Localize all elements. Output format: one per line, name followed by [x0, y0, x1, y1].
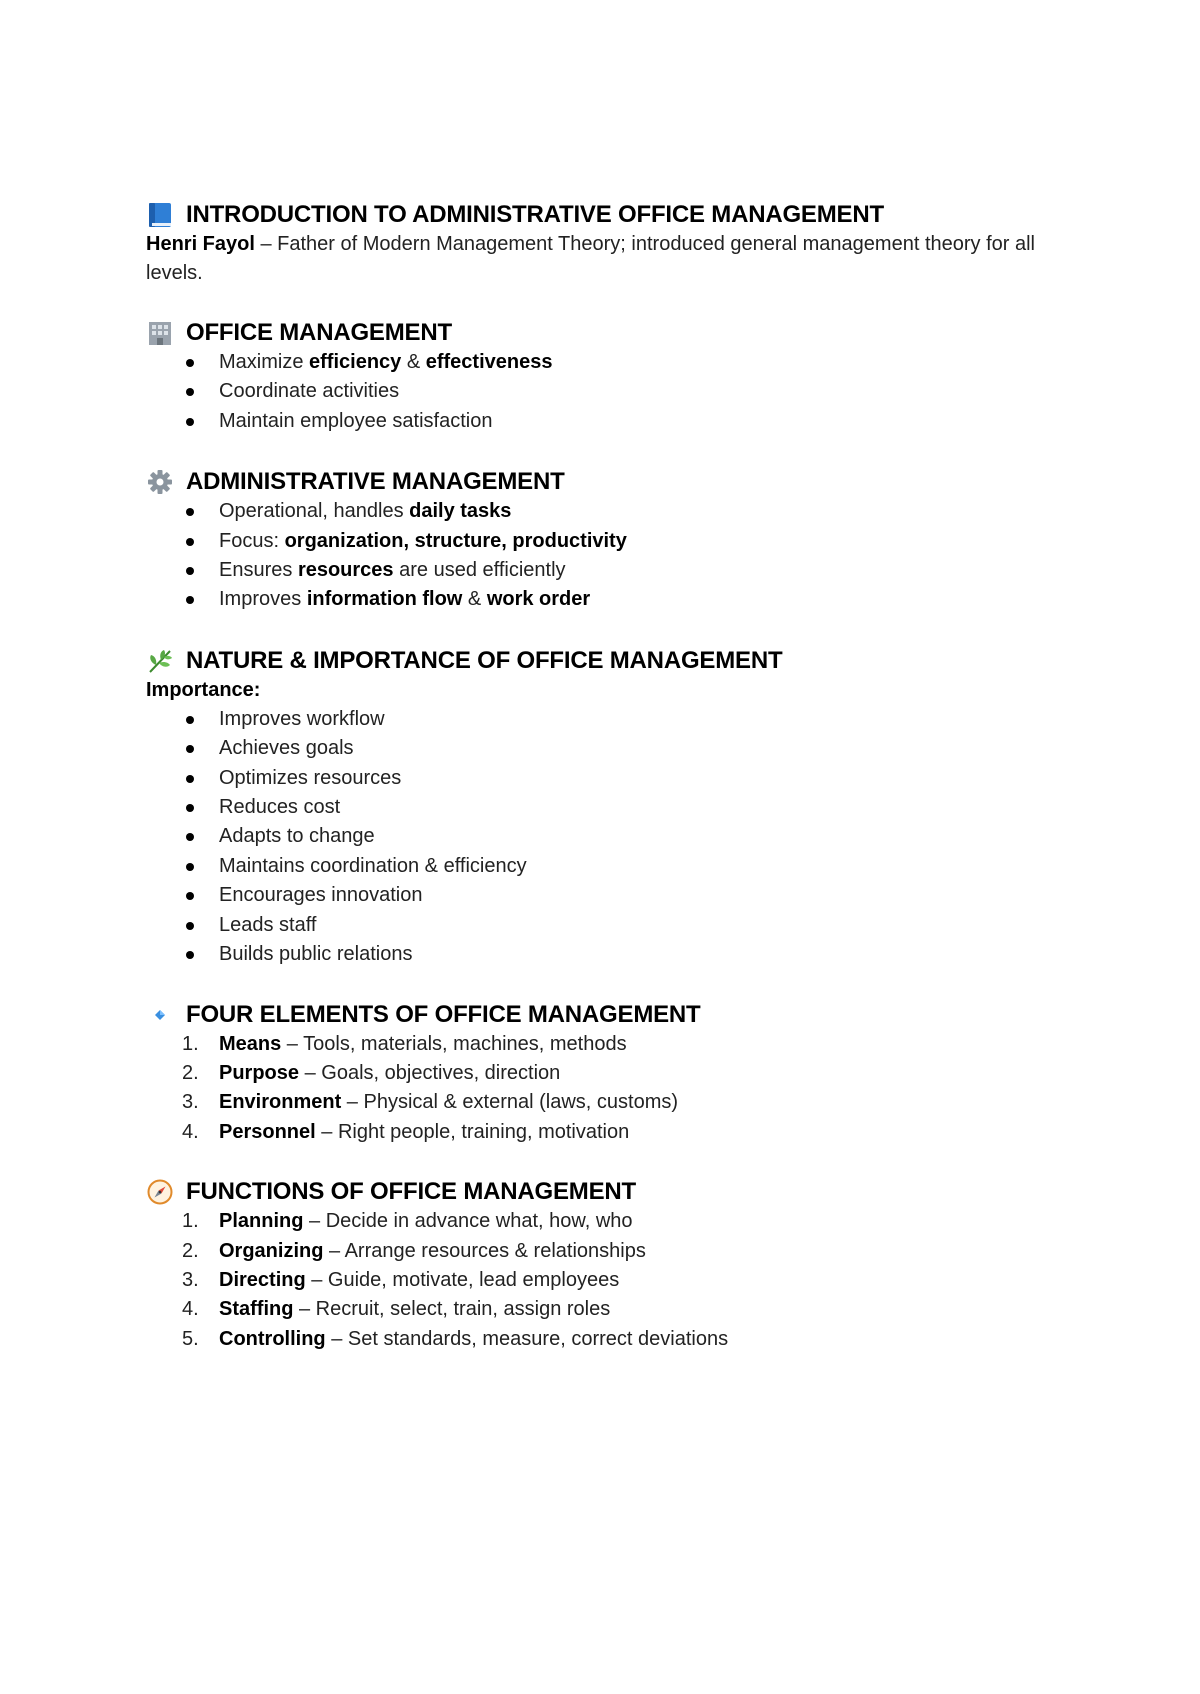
- list-item-text: &: [462, 588, 487, 611]
- list-item-text: Maintain employee satisfaction: [219, 409, 493, 432]
- functions-list: [146, 1207, 1066, 1354]
- list-item: [146, 911, 1066, 940]
- numbered-item: [146, 1030, 1066, 1059]
- list-item: [146, 527, 1066, 556]
- item-description: – Goals, objectives, direction: [299, 1061, 561, 1084]
- small-blue-diamond-icon: [146, 1002, 174, 1028]
- item-number: 2.: [182, 1239, 199, 1262]
- bullet-dot: [186, 716, 194, 724]
- numbered-item: [146, 1059, 1066, 1088]
- list-item: [146, 556, 1066, 585]
- numbered-item: [146, 1295, 1066, 1324]
- four-elements-heading: [146, 1000, 1066, 1030]
- list-item: [146, 377, 1066, 406]
- item-number: 3.: [182, 1091, 199, 1114]
- item-term: Environment: [219, 1091, 342, 1114]
- item-description: – Guide, motivate, lead employees: [305, 1268, 620, 1291]
- item-term: Controlling: [219, 1327, 326, 1350]
- bullet-dot: [186, 951, 194, 959]
- list-item: [146, 407, 1066, 436]
- list-item-text: Maximize: [219, 351, 310, 373]
- list-item-text: Maintains coordination & efficiency: [219, 854, 527, 877]
- item-description: – Physical & external (laws, customs): [341, 1091, 679, 1114]
- item-term: Directing: [219, 1268, 306, 1291]
- item-number: 4.: [182, 1298, 199, 1321]
- list-item-text: Adapts to change: [219, 825, 375, 848]
- functions-heading: [146, 1177, 1066, 1207]
- item-term: Staffing: [219, 1298, 294, 1321]
- item-number: 4.: [182, 1120, 199, 1143]
- item-term: Personnel: [219, 1120, 316, 1143]
- item-description: – Right people, training, motivation: [315, 1120, 630, 1143]
- list-item: [146, 881, 1066, 910]
- list-item-bold-text: resources: [297, 559, 394, 582]
- bullet-dot: [186, 804, 194, 812]
- bullet-dot: [186, 596, 194, 604]
- herb-leaf-icon: [146, 648, 174, 674]
- list-item-bold-text: daily tasks: [409, 500, 512, 523]
- bullet-dot: [186, 863, 194, 871]
- list-item: [146, 734, 1066, 763]
- importance-list: [146, 705, 1066, 970]
- intro-paragraph-bold: Henri Fayol: [146, 233, 255, 255]
- intro-paragraph: [146, 230, 1066, 288]
- list-item-text: Leads staff: [219, 913, 317, 936]
- four-elements-heading-text: FOUR ELEMENTS OF OFFICE MANAGEMENT: [186, 1000, 701, 1028]
- bullet-dot: [186, 388, 194, 396]
- four-elements-list: [146, 1030, 1066, 1148]
- bullet-dot: [186, 418, 194, 426]
- list-item-text: Improves: [219, 588, 307, 611]
- office-management-heading-text: OFFICE MANAGEMENT: [186, 319, 452, 346]
- item-description: – Set standards, measure, correct deviations: [325, 1327, 729, 1350]
- list-item-bold-text: organization, structure, productivity: [284, 529, 627, 552]
- list-item-text: Builds public relations: [219, 943, 413, 966]
- administrative-management-heading: [146, 467, 1066, 497]
- functions-heading-text: FUNCTIONS OF OFFICE MANAGEMENT: [186, 1178, 636, 1206]
- item-number: 2.: [182, 1061, 199, 1084]
- administrative-management-list: [146, 497, 1066, 615]
- numbered-item: [146, 1325, 1066, 1354]
- item-description: – Recruit, select, train, assign roles: [293, 1298, 611, 1321]
- numbered-item: [146, 1237, 1066, 1266]
- importance-label: Importance:: [146, 678, 261, 701]
- numbered-item: [146, 1118, 1066, 1147]
- bullet-dot: [186, 892, 194, 900]
- item-description: – Tools, materials, machines, methods: [281, 1032, 627, 1055]
- list-item-text: Coordinate activities: [219, 380, 400, 403]
- list-item: [146, 764, 1066, 793]
- list-item-text: Reduces cost: [219, 796, 341, 819]
- list-item-text: Optimizes resources: [219, 766, 402, 789]
- list-item: [146, 793, 1066, 822]
- item-number: 1.: [182, 1032, 199, 1055]
- item-description: – Arrange resources & relationships: [323, 1239, 646, 1262]
- numbered-item: [146, 1207, 1066, 1236]
- list-item-bold-text: effectiveness: [425, 351, 553, 373]
- list-item: [146, 852, 1066, 881]
- list-item-text: &: [401, 351, 426, 373]
- list-item: [146, 585, 1066, 614]
- item-number: 5.: [182, 1327, 199, 1350]
- numbered-item: [146, 1088, 1066, 1117]
- list-item-text: Achieves goals: [219, 737, 354, 760]
- office-management-heading: [146, 318, 1066, 348]
- list-item: [146, 940, 1066, 969]
- nature-importance-heading-text: NATURE & IMPORTANCE OF OFFICE MANAGEMENT: [186, 646, 783, 674]
- list-item-text: Encourages innovation: [219, 884, 423, 907]
- bullet-dot: [186, 567, 194, 575]
- office-management-list: [146, 348, 1066, 436]
- gear-icon: [146, 469, 174, 495]
- bullet-dot: [186, 922, 194, 930]
- list-item-text: are used efficiently: [393, 559, 566, 582]
- item-term: Purpose: [219, 1061, 300, 1084]
- bullet-dot: [186, 775, 194, 783]
- item-term: Organizing: [219, 1239, 324, 1262]
- list-item-text: Operational, handles: [219, 500, 410, 523]
- bullet-dot: [186, 833, 194, 841]
- list-item-text: Focus:: [219, 529, 285, 552]
- list-item: [146, 348, 1066, 377]
- blue-book-icon: [146, 202, 174, 228]
- list-item-bold-text: work order: [486, 588, 591, 611]
- nature-importance-heading: [146, 646, 1066, 676]
- item-term: Planning: [219, 1210, 304, 1233]
- list-item-bold-text: information flow: [306, 588, 463, 611]
- list-item: [146, 705, 1066, 734]
- compass-icon: [146, 1179, 174, 1205]
- item-term: Means: [219, 1032, 282, 1055]
- bullet-dot: [186, 745, 194, 753]
- bullet-dot: [186, 538, 194, 546]
- list-item: [146, 497, 1066, 526]
- list-item-text: Improves workflow: [219, 707, 385, 730]
- administrative-management-heading-text: ADMINISTRATIVE MANAGEMENT: [186, 468, 565, 496]
- list-item-bold-text: efficiency: [309, 351, 402, 373]
- intro-heading-text: INTRODUCTION TO ADMINISTRATIVE OFFICE MANAGEMENT: [186, 201, 884, 228]
- list-item-text: Ensures: [219, 559, 298, 582]
- list-item: [146, 822, 1066, 851]
- intro-paragraph-text: – Father of Modern Management Theory; introduced general management theory for all levels.: [146, 233, 1035, 284]
- bullet-dot: [186, 359, 194, 367]
- item-number: 1.: [182, 1210, 199, 1233]
- document-content: [146, 200, 1066, 1354]
- office-building-icon: [146, 320, 174, 346]
- bullet-dot: [186, 508, 194, 516]
- numbered-item: [146, 1266, 1066, 1295]
- item-description: – Decide in advance what, how, who: [303, 1210, 633, 1233]
- item-number: 3.: [182, 1268, 199, 1291]
- intro-heading: [146, 200, 1066, 230]
